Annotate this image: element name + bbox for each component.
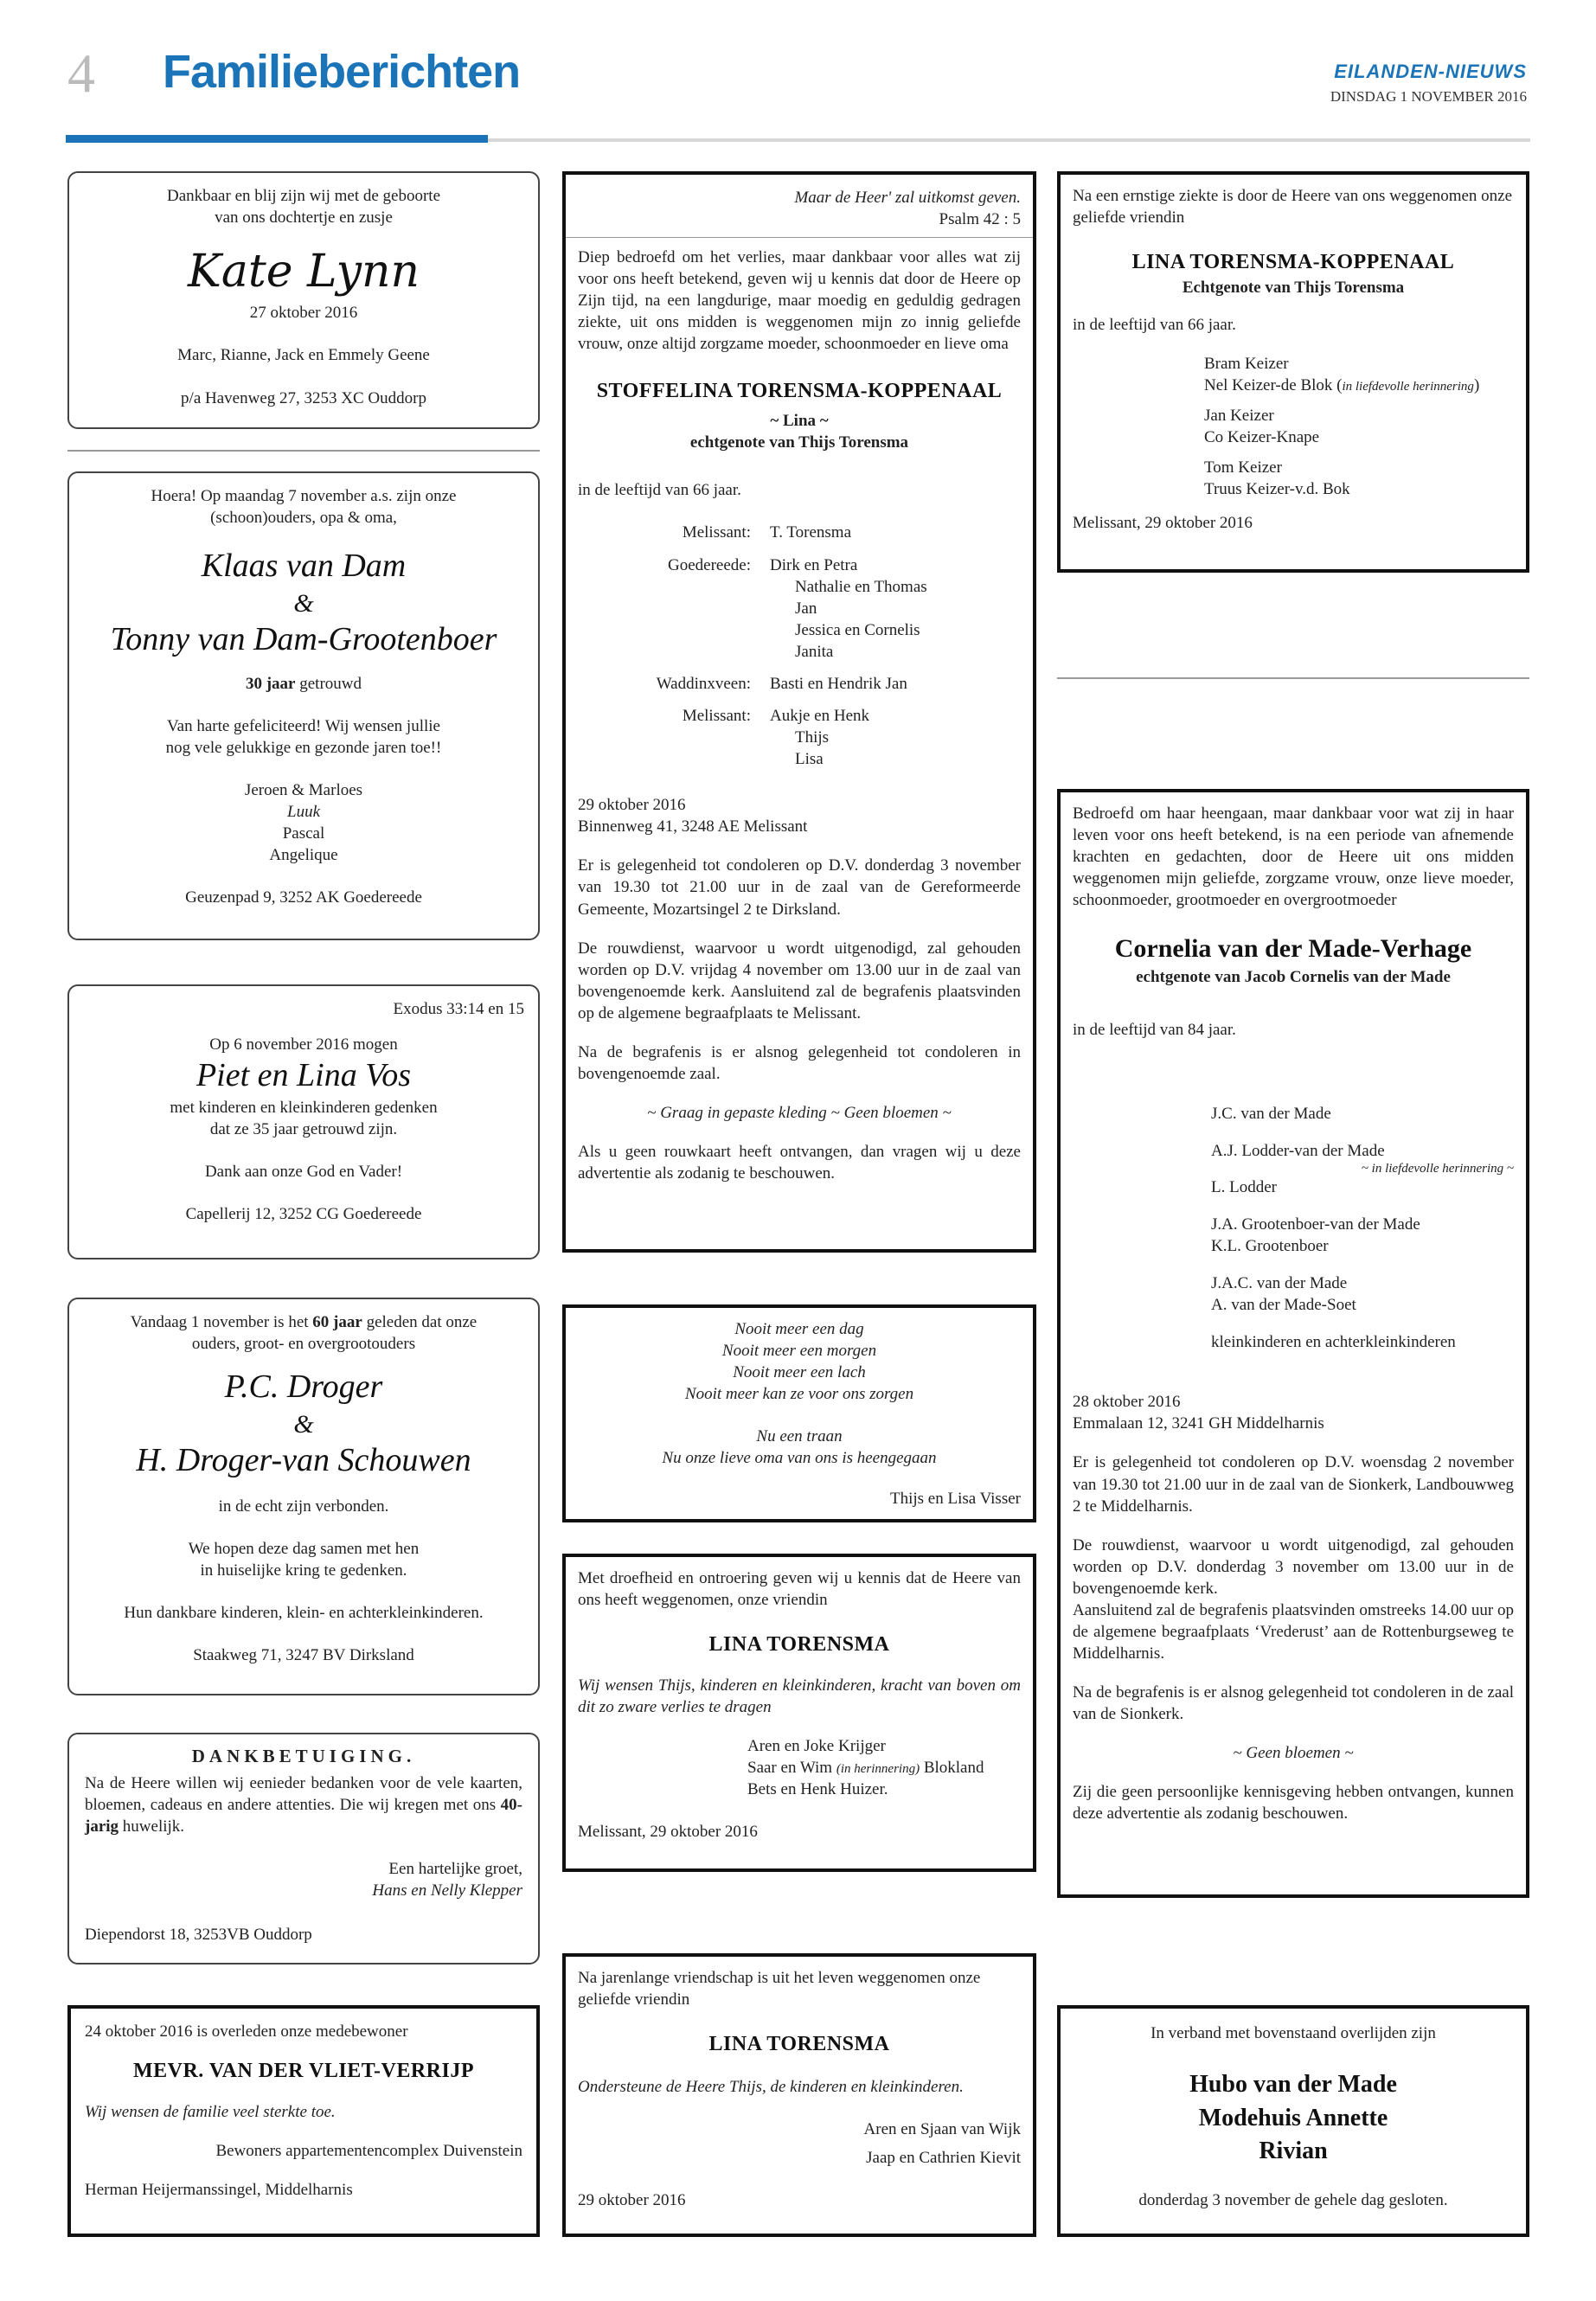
cornelia-fam-5: K.L. Grootenboer: [1211, 1236, 1329, 1255]
wijk-name: LINA TORENSMA: [708, 2033, 890, 2056]
vos-names: Piet en Lina Vos: [195, 1057, 412, 1094]
thanks-years: 40-jarig: [85, 1795, 522, 1836]
family-member: Lisa: [795, 750, 824, 769]
stoff-family-list: [578, 522, 1021, 770]
anniv-years: 30 jaar: [245, 674, 296, 693]
family-place: Waddinxveen:: [656, 674, 751, 693]
droger-intro-c: geleden dat onze: [362, 1313, 478, 1331]
droger-years: 60 jaar: [312, 1313, 362, 1331]
droger-intro-2: ouders, groot- en overgrootouders: [191, 1335, 416, 1354]
droger-address: Staakweg 71, 3247 BV Dirksland: [193, 1645, 414, 1664]
vos-thanks: Dank aan onze God en Vader!: [204, 1162, 403, 1181]
poem-line: Nooit meer een morgen: [721, 1342, 877, 1361]
separator: [1057, 677, 1529, 679]
cornelia-fam-4: J.A. Grootenboer-van der Made: [1211, 1215, 1420, 1234]
stoff-condole: Er is gelegenheid tot condoleren op D.V. donderdag 3 november van 19.30 tot 21.00 uur in de zaal van de Gereformeerde Gemeente, Mozartsingel 2 te Dirksland.: [578, 856, 1021, 919]
ampersand: &: [293, 1409, 314, 1439]
cornelia-address: Emmalaan 12, 3241 GH Middelharnis: [1073, 1414, 1324, 1433]
wijk-support: Ondersteune de Heere Thijs, de kinderen en kleinkinderen.: [578, 2077, 964, 2096]
anniv-wish-2: nog vele gelukkige en gezonde jaren toe!!: [165, 738, 442, 757]
droger-intro-a: Vandaag 1 november is het: [130, 1313, 313, 1331]
krijger-from-3: Bets en Henk Huizer.: [747, 1780, 888, 1799]
cornelia-fam-1: J.C. van der Made: [1211, 1105, 1331, 1124]
closure-business-2: Modehuis Annette: [1198, 2104, 1388, 2131]
vos-text-2: dat ze 35 jaar getrouwd zijn.: [209, 1119, 398, 1138]
vliet-from: Bewoners appartementencomplex Duivenstein: [215, 2141, 522, 2160]
birth-address: p/a Havenweg 27, 3253 XC Ouddorp: [181, 388, 426, 407]
closure-text: donderdag 3 november de gehele dag gesloten.: [1138, 2190, 1448, 2209]
anniv-from-1: Jeroen & Marloes: [244, 780, 363, 799]
cornelia-fam-2: A.J. Lodder-van der Made: [1211, 1142, 1385, 1161]
birth-parents: Marc, Rianne, Jack en Emmely Geene: [177, 346, 430, 365]
newspaper-logo: EILANDEN-NIEUWS: [1334, 61, 1527, 82]
keizer-age: in de leeftijd van 66 jaar.: [1073, 315, 1236, 334]
obituary-lina-wijk: [562, 1953, 1036, 2237]
family-member: Jessica en Cornelis: [795, 620, 920, 639]
vliet-intro: 24 oktober 2016 is overleden onze medebewoner: [85, 2022, 408, 2041]
family-row: [578, 522, 1021, 543]
keizer-memory-note: in liefdevolle herinnering: [1342, 380, 1474, 394]
vos-address: Capellerij 12, 3252 CG Goedereede: [185, 1204, 422, 1223]
family-member: T. Torensma: [770, 523, 851, 542]
vliet-wish: Wij wensen de familie veel sterkte toe.: [85, 2102, 336, 2121]
family-member: Aukje en Henk: [770, 707, 870, 725]
page-number: 4: [67, 42, 95, 104]
stoff-after: Na de begrafenis is er alsnog gelegenheid tot condoleren in bovengenoemde zaal.: [578, 1042, 1021, 1084]
obituary-lina-keizer: [1057, 171, 1529, 573]
stoff-name: STOFFELINA TORENSMA-KOPPENAAL: [596, 379, 1003, 402]
family-row: [578, 554, 1021, 663]
keizer-name: LINA TORENSMA-KOPPENAAL: [1131, 251, 1455, 274]
cornelia-after: Na de begrafenis is er alsnog gelegenheid tot condoleren in de zaal van de Sionkerk.: [1073, 1683, 1514, 1724]
anniv-from-4: Angelique: [269, 846, 338, 865]
separator: [67, 450, 540, 452]
krijger-wish: Wij wensen Thijs, kinderen en kleinkinderen, kracht van boven om dit zo zware verlies te dragen: [578, 1676, 1021, 1716]
anniv-wish: Van harte gefeliciteerd! Wij wensen jullie: [167, 716, 440, 735]
keizer-fam-2: Nel Keizer-de Blok (: [1204, 376, 1343, 395]
poem-line: Nooit meer een lach: [733, 1363, 866, 1382]
anniv-intro-2: (schoon)ouders, opa & oma,: [210, 509, 397, 528]
vliet-name: MEVR. VAN DER VLIET-VERRIJP: [132, 2060, 475, 2083]
wijk-date: 29 oktober 2016: [578, 2191, 686, 2210]
family-member: Jan: [795, 599, 817, 618]
droger-wish-2: in huiselijke kring te gedenken.: [200, 1561, 407, 1580]
stoff-text: Diep bedroefd om het verlies, maar dankbaar voor alles wat zij voor ons heeft betekend, geven wij u kennis dat door de Heere op Zijn tijd, na een langdurige, maar moedig en geduldig gedragen ziekte, uit ons midden is weggenomen mijn zo innig geliefde vrouw, onze altijd zorgzame moeder, schoonmoeder en lieve oma: [578, 248, 1021, 354]
cornelia-fam-8: kleinkinderen en achterkleinkinderen: [1211, 1333, 1456, 1352]
poem-notice: [562, 1304, 1036, 1522]
krijger-from-1: Aren en Joke Krijger: [747, 1736, 886, 1755]
cornelia-fam-6: J.A.C. van der Made: [1211, 1274, 1348, 1293]
family-member: Thijs: [795, 728, 830, 747]
couple-name-2: Tonny van Dam-Grootenboer: [110, 621, 497, 658]
keizer-fam-3: Jan Keizer: [1204, 407, 1274, 426]
stoff-card: Als u geen rouwkaart heeft ontvangen, dan vragen wij u deze advertentie als zodanig te beschouwen.: [578, 1143, 1021, 1183]
family-place: Melissant:: [682, 707, 751, 725]
family-place: Goedereede:: [668, 555, 751, 574]
cornelia-name: Cornelia van der Made-Verhage: [1114, 934, 1472, 964]
anniversary-van-dam: [67, 471, 540, 940]
issue-date: DINSDAG 1 NOVEMBER 2016: [1330, 88, 1527, 105]
vos-text: met kinderen en kleinkinderen gedenken: [170, 1098, 438, 1117]
section-title: Familieberichten: [163, 46, 521, 98]
birth-date: 27 oktober 2016: [249, 304, 358, 323]
droger-from: Hun dankbare kinderen, klein- en achterkleinkinderen.: [124, 1603, 484, 1622]
anniv-years-rest: getrouwd: [295, 674, 362, 693]
obituary-stoffelina: [562, 171, 1036, 1253]
vliet-address: Herman Heijermanssingel, Middelharnis: [85, 2180, 353, 2199]
wijk-from-1: Aren en Sjaan van Wijk: [863, 2119, 1021, 2138]
cornelia-card: Zij die geen persoonlijke kennisgeving hebben ontvangen, kunnen deze advertentie als zodanig beschouwen.: [1073, 1783, 1514, 1823]
thanks-names: Hans en Nelly Klepper: [372, 1881, 522, 1900]
stoff-verse: Maar de Heer' zal uitkomst geven.: [794, 189, 1021, 207]
krijger-name: LINA TORENSMA: [708, 1633, 890, 1657]
cornelia-flowers: ~ Geen bloemen ~: [1233, 1744, 1354, 1763]
krijger-memory-note: (in herinnering): [836, 1762, 920, 1777]
family-place: Melissant:: [682, 523, 751, 542]
stoff-spouse: echtgenote van Thijs Torensma: [689, 433, 909, 452]
keizer-fam-2-end: ): [1473, 376, 1480, 395]
poem-line: Nu onze lieve oma van ons is heengegaan: [662, 1449, 937, 1468]
droger-name-2: H. Droger-van Schouwen: [136, 1442, 471, 1479]
thanks-text-end: huwelijk.: [119, 1817, 185, 1836]
keizer-spouse: Echtgenote van Thijs Torensma: [1182, 278, 1405, 297]
cornelia-fam-7: A. van der Made-Soet: [1211, 1296, 1356, 1315]
keizer-fam-4: Co Keizer-Knape: [1204, 428, 1320, 447]
closure-business-3: Rivian: [1259, 2138, 1328, 2165]
droger-name-1: P.C. Droger: [224, 1368, 383, 1406]
cornelia-age: in de leeftijd van 84 jaar.: [1073, 1021, 1236, 1040]
birth-announcement: [67, 171, 540, 429]
cornelia-date: 28 oktober 2016: [1073, 1393, 1181, 1412]
anniv-address: Geuzenpad 9, 3252 AK Goedereede: [185, 888, 422, 907]
header-accent-bar: [66, 135, 488, 143]
keizer-fam-1: Bram Keizer: [1204, 354, 1289, 373]
poem-line: Nooit meer een dag: [734, 1320, 864, 1338]
krijger-date: Melissant, 29 oktober 2016: [578, 1823, 758, 1842]
family-row: [578, 673, 1021, 695]
keizer-fam-6: Truus Keizer-v.d. Bok: [1204, 480, 1350, 499]
cornelia-text: Bedroefd om haar heengaan, maar dankbaar voor wat zij in haar leven voor ons heeft betekend, is na een periode van afnemende krachten en gedachten, door de Heere uit ons midden weggenomen mijn geliefde, zorgzame vrouw, onze lieve moeder, schoonmoeder, grootmoeder en overgrootmoeder: [1073, 804, 1514, 910]
keizer-intro: Na een ernstige ziekte is door de Heere van ons weggenomen onze geliefde vriendin: [1073, 187, 1513, 228]
stoff-dress: ~ Graag in gepaste kleding ~ Geen bloemen ~: [647, 1104, 952, 1123]
closure-notice: [1057, 2005, 1529, 2237]
krijger-intro: Met droefheid en ontroering geven wij u kennis dat de Heere van ons heeft weggenomen, onze vriendin: [578, 1569, 1021, 1610]
thank-you-notice: [67, 1733, 540, 1965]
cornelia-burial: Aansluitend zal de begrafenis plaatsvinden omstreeks 14.00 uur op de algemene begraafplaats ‘Vrederust’ aan de Rottenburgseweg te Middelharnis.: [1073, 1600, 1514, 1663]
obituary-van-der-vliet: [67, 2005, 540, 2237]
thanks-greeting: Een hartelijke groet,: [388, 1859, 522, 1878]
poem-line: Nu een traan: [756, 1427, 843, 1446]
krijger-from-2: Saar en Wim: [747, 1759, 836, 1778]
ampersand: &: [293, 588, 314, 618]
stoff-date: 29 oktober 2016: [578, 796, 686, 815]
keizer-fam-5: Tom Keizer: [1204, 458, 1282, 478]
closure-intro: In verband met bovenstaand overlijden zijn: [1151, 2024, 1436, 2042]
wijk-from-2: Jaap en Cathrien Kievit: [866, 2148, 1021, 2167]
anniversary-vos: [67, 984, 540, 1259]
stoff-address: Binnenweg 41, 3248 AE Melissant: [578, 817, 808, 836]
cornelia-spouse: echtgenote van Jacob Cornelis van der Made: [1136, 967, 1451, 986]
anniv-from-2: Luuk: [287, 802, 320, 821]
krijger-from-2-end: Blokland: [920, 1759, 984, 1778]
wijk-intro: Na jarenlange vriendschap is uit het leven weggenomen onze geliefde vriendin: [578, 1969, 981, 2009]
keizer-date: Melissant, 29 oktober 2016: [1073, 514, 1253, 533]
droger-text: in de echt zijn verbonden.: [218, 1497, 389, 1516]
obituary-cornelia: [1057, 789, 1529, 1898]
birth-intro: Dankbaar en blij zijn wij met de geboorte: [166, 187, 441, 205]
stoff-age: in de leeftijd van 66 jaar.: [578, 481, 741, 500]
poem-line: Nooit meer kan ze voor ons zorgen: [684, 1385, 914, 1404]
closure-business-1: Hubo van der Made: [1189, 2071, 1397, 2099]
family-member: Dirk en Petra: [770, 555, 858, 574]
couple-name-1: Klaas van Dam: [201, 548, 407, 585]
stoff-nickname: ~ Lina ~: [770, 412, 829, 431]
cornelia-condole: Er is gelegenheid tot condoleren op D.V. woensdag 2 november van 19.30 tot 21.00 uur in de zaal van de Sionkerk, Landbouwweg 2 te Middelharnis.: [1073, 1453, 1514, 1516]
header-rule: [488, 138, 1530, 142]
baby-name: Kate Lynn: [187, 246, 420, 298]
anniv-from-3: Pascal: [282, 824, 325, 843]
family-member: Basti en Hendrik Jan: [770, 674, 907, 693]
anniv-intro: Hoera! Op maandag 7 november a.s. zijn onze: [151, 487, 457, 505]
cornelia-service: De rouwdienst, waarvoor u wordt uitgenodigd, zal gehouden worden op D.V. donderdag 3 november om 13.00 uur in de bovengenoemde kerk.: [1073, 1535, 1514, 1598]
family-member: Nathalie en Thomas: [795, 577, 927, 596]
vos-verse: Exodus 33:14 en 15: [393, 1000, 524, 1018]
droger-wish: We hopen deze dag samen met hen: [188, 1539, 420, 1558]
stoff-verse-ref: Psalm 42 : 5: [939, 210, 1021, 229]
anniversary-droger: [67, 1298, 540, 1695]
thanks-text: Na de Heere willen wij eenieder bedanken voor de vele kaarten, bloemen, cadeaus en andere attenties. Die wij kregen met ons: [85, 1773, 522, 1814]
thanks-title: DANKBETUIGING.: [191, 1746, 416, 1766]
vos-intro: Op 6 november 2016 mogen: [209, 1035, 398, 1054]
thanks-address: Diependorst 18, 3253VB Ouddorp: [85, 1926, 312, 1945]
stoff-service: De rouwdienst, waarvoor u wordt uitgenodigd, zal gehouden worden op D.V. vrijdag 4 november om 13.00 uur in de zaal van bovengenoemde kerk. Aansluitend zal de begrafenis plaatsvinden op de algemene begraafplaats te Melissant.: [578, 939, 1021, 1022]
obituary-lina-krijger: [562, 1554, 1036, 1872]
birth-intro-2: van ons dochtertje en zusje: [215, 208, 393, 228]
cornelia-memory-note: ~ in liefdevolle herinnering ~: [1361, 1162, 1514, 1176]
family-row: [578, 705, 1021, 770]
cornelia-fam-3: L. Lodder: [1211, 1177, 1277, 1196]
poem-from: Thijs en Lisa Visser: [889, 1490, 1021, 1509]
family-member: Janita: [795, 642, 834, 661]
